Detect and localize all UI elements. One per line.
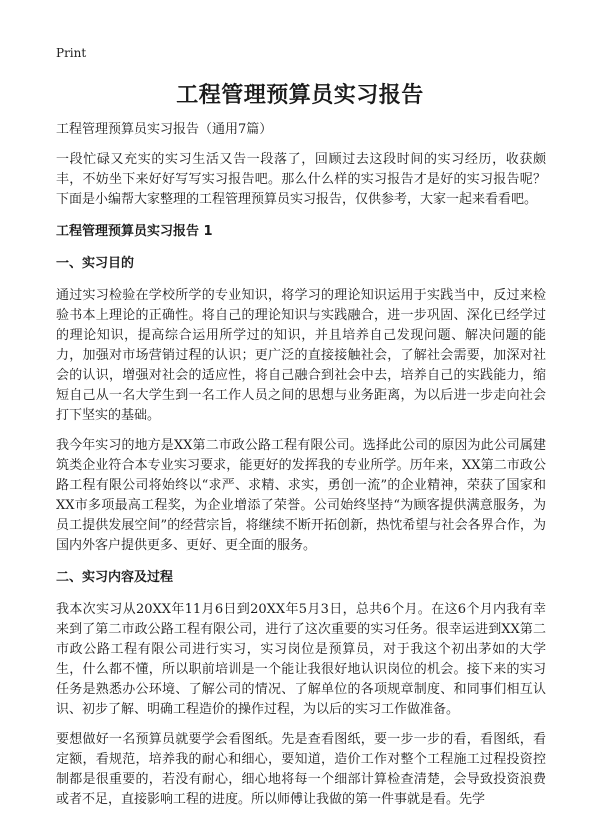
print-link[interactable]: Print [56, 46, 87, 60]
paragraph-content-1: 我本次实习从20XX年11月6日到20XX年5月3日，总共6个月。在这6个月内我有幸来到了第二市政公路工程有限公司，进行了这次重要的实习任务。很幸运进到XX第二市政公路工程有限公司进行实习，实习岗位是预算员，对于我这个初出茅如的大学生，什么都不懂，所以职前培训是一个能让我很好地认识岗位的机会。接下来的实习任务是熟悉办公环境、了解公司的情况、了解单位的各项规章制度、和同事们相互认识、初步了解、明确工程造价的操作过程，为以后的实习工作做准备。 [56, 602, 546, 717]
section-heading-content: 二、实习内容及过程 [56, 570, 174, 585]
paragraph-purpose-1: 通过实习检验在学校所学的专业知识，将学习的理论知识运用于实践当中，反过来检验书本上理论的正确性。将自己的理论知识与实践融合，进一步巩固、深化已经学过的理论知识，提高综合运用所学过的知识，并且培养自己发现问题、解决问题的能力，加强对市场营销过程的认识；更广泛的直接接触社会，了解社会需要，加深对社会的认识，增强对社会的适应性，将自己融合到社会中去，培养自己的实践能力，缩短自己从一名大学生到一名工作人员之间的思想与业务距离，为以后进一步走向社会打下坚实的基础。 [56, 288, 546, 423]
paragraph-content-2: 要想做好一名预算员就要学会看图纸。先是查看图纸，要一步一步的看，看图纸，看定额，看规范，培养我的耐心和细心，要知道，造价工作对整个工程施工过程投资控制都是很重要的，若没有耐心，细心地将每一个细部计算检查清楚，会导致投资浪费或者不足，直接影响工程的进度。所以师傅让我做的第一件事就是看。先学 [56, 732, 546, 807]
report-heading: 工程管理预算员实习报告 1 [56, 224, 213, 239]
document-subtitle: 工程管理预算员实习报告（通用7篇） [56, 122, 273, 137]
document-title: 工程管理预算员实习报告 [176, 82, 424, 108]
paragraph-purpose-2: 我今年实习的地方是XX第二市政公路工程有限公司。选择此公司的原因为此公司属建筑类企业符合本专业实习要求，能更好的发挥我的专业所学。历年来，XX第二市政公路工程有限公司将始终以“求严、求精、求实，勇创一流”的企业精神，荣获了国家和XX市多项最高工程奖，为企业增添了荣誉。公司始终坚持“为顾客提供满意服务，为员工提供发展空间”的经营宗旨，将继续不断开拓创新，热忱希望与社会各界合作，为国内外客户提供更多、更好、更全面的服务。 [56, 438, 546, 553]
intro-paragraph: 一段忙碌又充实的实习生活又告一段落了，回顾过去这段时间的实习经历，收获颇丰，不妨坐下来好好写写实习报告吧。那么什么样的实习报告才是好的实习报告呢？下面是小编帮大家整理的工程管理预算员实习报告，仅供参考，大家一起来看看吧。 [56, 152, 546, 207]
section-heading-purpose: 一、实习目的 [56, 256, 135, 271]
document-body [56, 120, 546, 820]
